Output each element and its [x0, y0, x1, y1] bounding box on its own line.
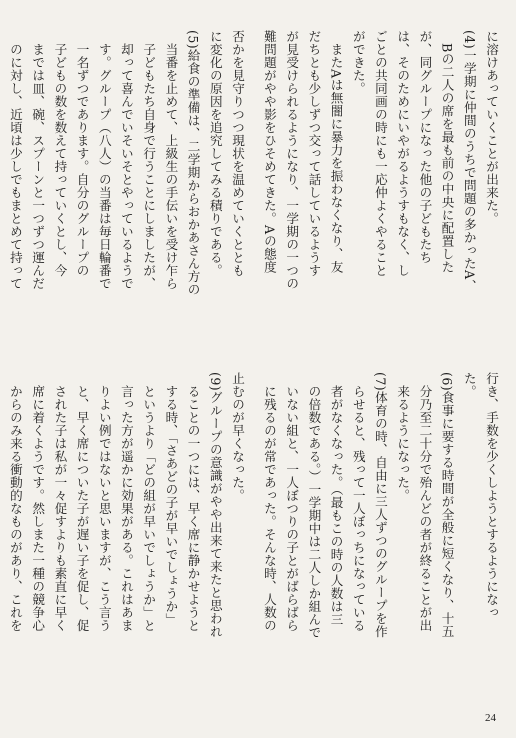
page-number: 24 — [485, 712, 496, 724]
text-block-top-right: に溶けあっていくことが出来た。 (4)一学期に仲間のうちで問題の多かったA、 Bの二人の席を最も前の中央に配置した が、同グループになった他の子どもたち は、そのためにいやがるようすもなく、し ごとの共同画の時にも一応仲よくやること ができた。 またAは無闇に暴力を振わなくなり、友 だちとも少しずつ交って話しているようす が見受けられるようになり、一学期の一つの 難問題がやや影をひそめてきた。Aの態度 — [261, 30, 499, 293]
text-block-top-left: 否かを見守りつつ現状を温めていくととも に変化の原因を追究してみる積りである。 (5)給食の準備は、二学期からおかあさん方の 当番を止めて、上級生の手伝いを受け乍ら 子どもたち自身で行うことにしましたが、 却って喜んでいそいそとやっているようで す。グループ（八人）の当番は毎日輪番で 一名ずつであります。自分のグループの 子どもの数を数えて持っていくとし、今 までは皿、碗、スプーンと一つずつ運んだ のに対し、近頃は少しでもまとめて持って — [8, 30, 245, 297]
text-block-bottom-left: 止むのが早くなった。 (9)グループの意識がやや出来て来たと思われ ることの一つには、早く席に静かせようと する時、「さあどの子が早いでしょうか」 というより「どの組が早いでしょうか」と 言った方が遥かに効果がある。これはあま りよい例ではないと思いますが、こう言う と、早く席についた子が遅い子を促し、促 された子は私が一々促すよりも素直に早く 席に着くようです。然しまた一種の競争心 からのみ来る衝動的なものがあり、これを — [8, 372, 245, 639]
text-block-bottom-right: 行き、手数を少くしようとするようになっ た。 (6)食事に要する時間が全般に短くなり、十五 分乃至二十分で殆んどの者が終ることが出 来るようになった。 (7)体育の時、自由に三人ずつのグループを作 らせると、残って一人ぼっちになっている 者がなくなった。（最もこの時の人数は三 の倍数である。）一学期中は二人しか組んで いない組と、一人ぼつりの子とがばらばら に残るのが常であった。そんな時、人数の — [261, 372, 499, 639]
